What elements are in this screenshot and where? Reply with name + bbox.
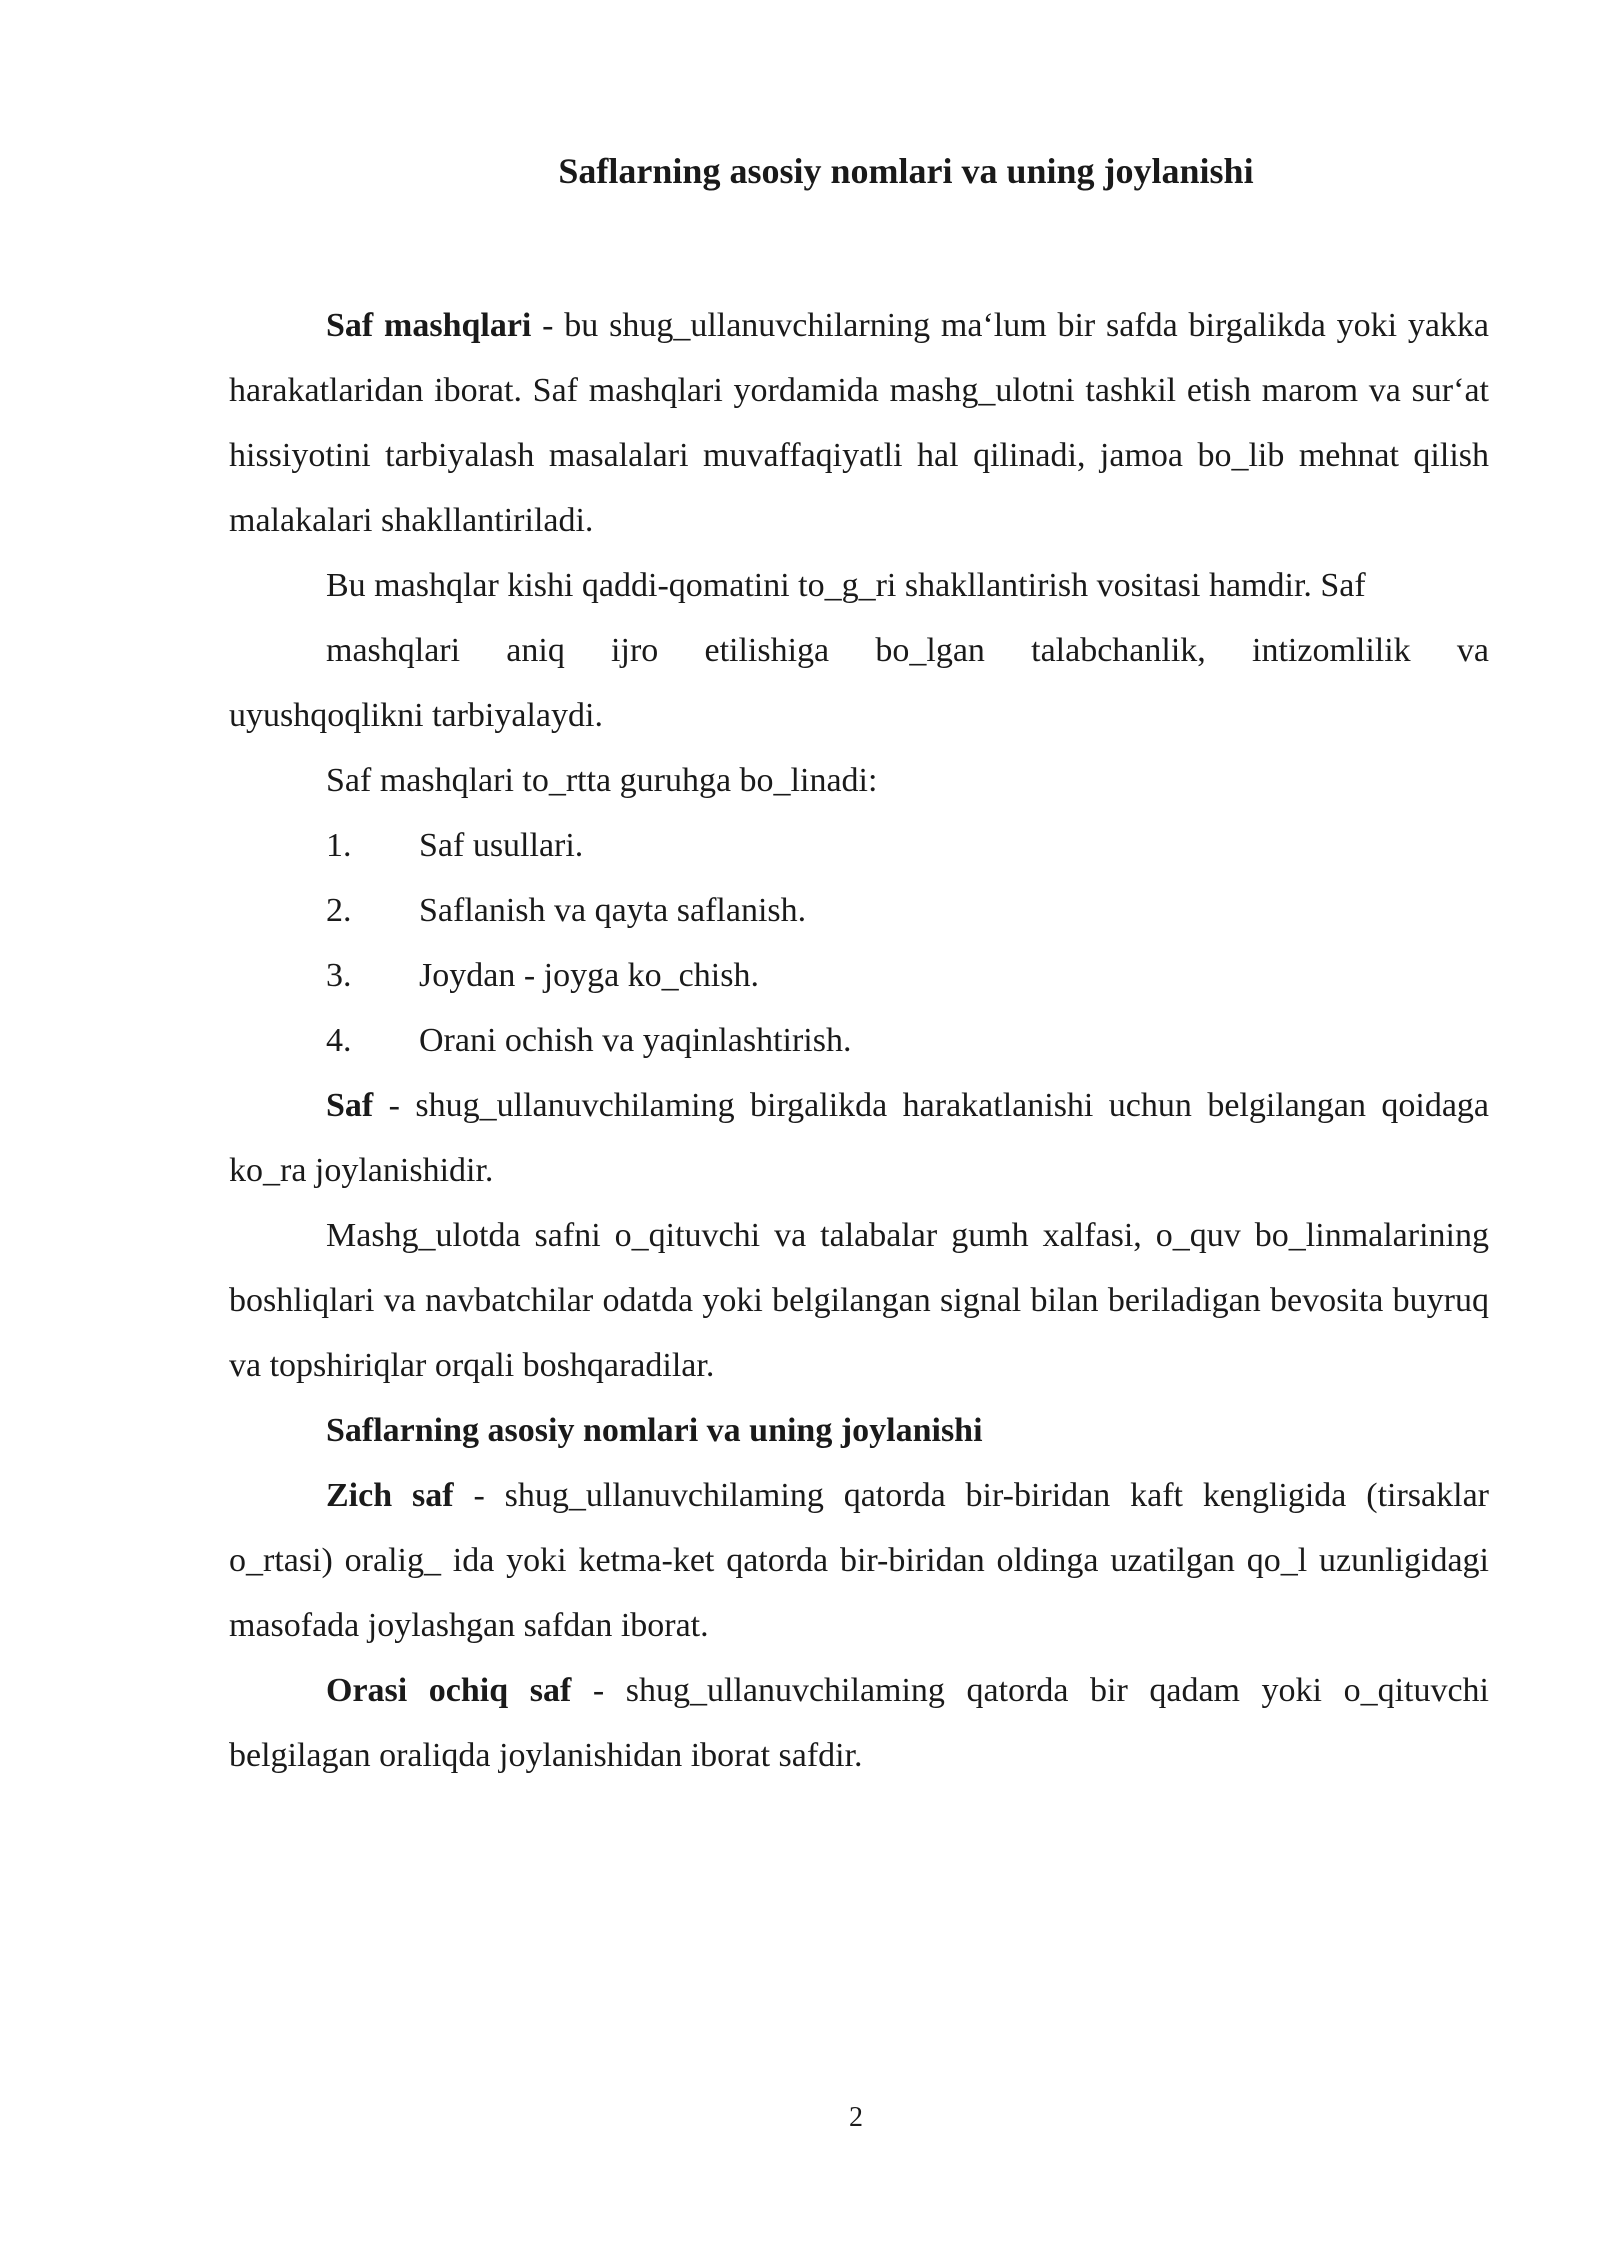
section-heading: Saflarning asosiy nomlari va uning joylanishi [326, 1412, 983, 1449]
paragraph-orasi-ochiq-saf [229, 1658, 1489, 1788]
list-number: 3. [326, 957, 352, 994]
list-number: 2. [326, 892, 352, 929]
paragraph-text: - shug_ullanuvchilaming qatorda bir-biridan kaft kengligida (tirsaklar o_rtasi) oralig_ ida yoki ketma-ket qatorda bir-biridan oldinga uzatilgan qo_l uzunligidagi masofada joylashgan safdan iborat. [229, 1477, 1489, 1644]
paragraph-saf [229, 1073, 1489, 1203]
term-zich-saf: Zich saf [326, 1477, 454, 1514]
paragraph-line: mashqlari aniq ijro etilishiga bo_lgan talabchanlik, intizomlilik va [326, 632, 1489, 669]
list-text: Joydan - joyga ko_chish. [419, 957, 759, 994]
term-saf-mashqlari: Saf mashqlari [326, 307, 532, 344]
page-number: 2 [849, 2102, 863, 2133]
list-text: Saflanish va qayta saflanish. [419, 892, 807, 929]
term-saf: Saf [326, 1087, 374, 1124]
paragraph-mashgulotda: Mashg_ulotda safni o_qituvchi va talabalar gumh xalfasi, o_quv bo_linmalarining boshliqlari va navbatchilar odatda yoki belgilangan signal bilan beriladigan bevosita buyruq va topshiriqlar orqali boshqaradilar. [229, 1217, 1489, 1384]
list-number: 4. [326, 1022, 352, 1059]
list-number: 1. [326, 827, 352, 864]
term-orasi-ochiq-saf: Orasi ochiq saf [326, 1672, 572, 1709]
paragraph-text: - shug_ullanuvchilaming birgalikda harakatlanishi uchun belgilangan qoidaga ko_ra joylanishidir. [229, 1087, 1489, 1189]
list-item [229, 878, 1489, 943]
list-item [229, 1008, 1489, 1073]
list-text: Orani ochish va yaqinlashtirish. [419, 1022, 852, 1059]
paragraph-groups-intro: Saf mashqlari to_rtta guruhga bo_linadi: [326, 762, 878, 799]
paragraph-zich-saf [229, 1463, 1489, 1658]
list-item [229, 813, 1489, 878]
list-item [229, 943, 1489, 1008]
paragraph-text: - bu shug_ullanuvchilarning ma‘lum bir safda birgalikda yoki yakka harakatlaridan iborat. Saf mashqlari yordamida mashg_ulotni tashkil etish marom va sur‘at hissiyotini tarbiyalash masalalari muvaffaqiyatli hal qilinadi, jamoa bo_lib mehnat qilish malakalari shakllantiriladi. [229, 307, 1489, 539]
paragraph-line: uyushqoqlikni tarbiyalaydi. [229, 697, 603, 734]
page-title: Saflarning asosiy nomlari va uning joylanishi [558, 151, 1254, 191]
paragraph-text: - shug_ullanuvchilaming qatorda bir qadam yoki o_qituvchi belgilagan oraliqda joylanishidan iborat safdir. [229, 1672, 1490, 1774]
list-text: Saf usullari. [419, 827, 584, 864]
paragraph-line: Bu mashqlar kishi qaddi-qomatini to_g_ri shakllantirish vositasi hamdir. Saf [326, 567, 1366, 604]
paragraph-saf-mashqlari [229, 293, 1489, 553]
document-body [229, 293, 1489, 1788]
